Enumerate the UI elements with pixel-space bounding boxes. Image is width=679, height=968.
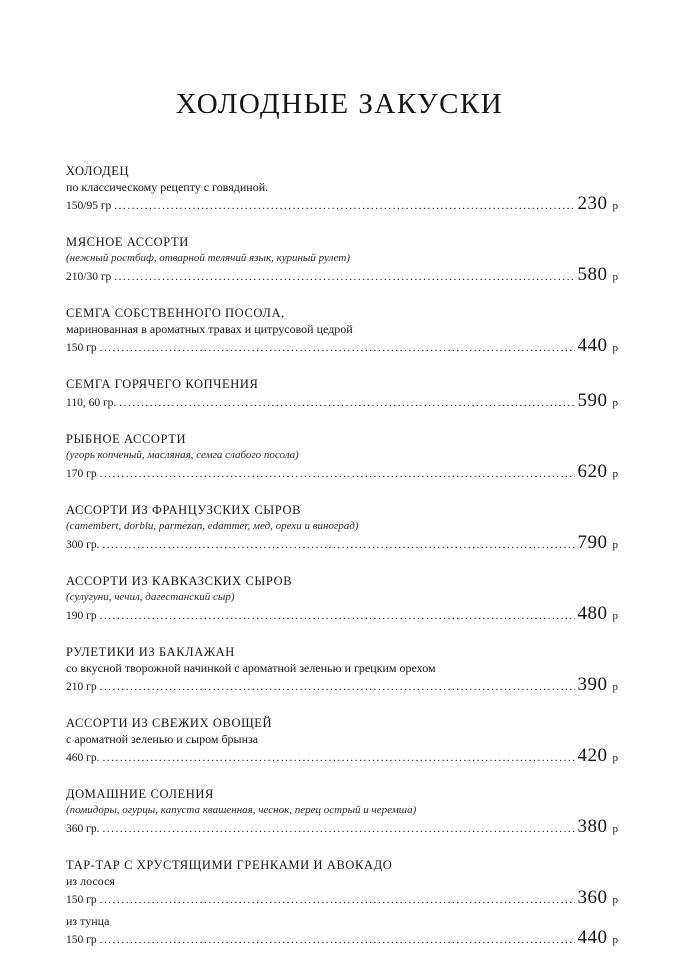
- item-name: ТАР-ТАР С ХРУСТЯЩИМИ ГРЕНКАМИ И АВОКАДО: [66, 858, 393, 872]
- menu-item: [66, 786, 618, 838]
- item-price: 440: [577, 335, 608, 356]
- item-weight: 150 гр: [66, 342, 97, 354]
- item-price: 230: [577, 193, 608, 214]
- item-description: (помидоры, огурцы, капуста квашенная, чеснок, перец острый и черемша): [66, 804, 417, 816]
- dot-leader: [100, 931, 575, 949]
- item-weight: 150/95 гр: [66, 200, 112, 212]
- item-weight: 360 гр.: [66, 823, 100, 835]
- price-line: [66, 605, 618, 625]
- item-name: МЯСНОЕ АССОРТИ: [66, 235, 189, 249]
- price-line: [66, 392, 618, 412]
- item-name: ХОЛОДЕЦ: [66, 164, 130, 178]
- variant-label: из лосося: [66, 874, 115, 888]
- item-weight: 460 гр.: [66, 752, 100, 764]
- currency-label: р: [612, 539, 618, 551]
- dot-leader: [102, 820, 574, 838]
- price-line: [66, 195, 618, 215]
- currency-label: р: [612, 752, 618, 764]
- currency-label: р: [612, 823, 618, 835]
- page-title: ХОЛОДНЫЕ ЗАКУСКИ: [175, 88, 504, 120]
- item-name: СЕМГА ГОРЯЧЕГО КОПЧЕНИЯ: [66, 377, 259, 391]
- dot-leader: [102, 536, 574, 554]
- menu-item: [66, 715, 618, 767]
- dot-leader: [100, 678, 575, 696]
- menu-item: [66, 305, 618, 357]
- item-description: маринованная в ароматных травах и цитрусовой цедрой: [66, 322, 353, 336]
- item-name: АССОРТИ ИЗ ФРАНЦУЗСКИХ СЫРОВ: [66, 503, 302, 517]
- currency-label: р: [612, 681, 618, 693]
- price-line: [66, 747, 618, 767]
- menu-item: [66, 234, 618, 286]
- dot-leader: [114, 197, 574, 215]
- dot-leader: [100, 607, 575, 625]
- menu-item: [66, 376, 618, 412]
- variant-label: из тунца: [66, 914, 110, 928]
- menu-item: [66, 573, 618, 625]
- item-weight: 150 гр: [66, 934, 97, 946]
- item-name: СЕМГА СОБСТВЕННОГО ПОСОЛА,: [66, 306, 285, 320]
- item-price: 790: [577, 532, 608, 553]
- menu-list: [66, 163, 618, 968]
- item-price: 480: [577, 603, 608, 624]
- item-price: 620: [577, 461, 608, 482]
- item-price: 590: [577, 390, 608, 411]
- item-weight: 210/30 гр: [66, 271, 112, 283]
- menu-item: [66, 502, 618, 554]
- item-price: 360: [577, 887, 608, 908]
- currency-label: р: [612, 610, 618, 622]
- dot-leader: [114, 268, 574, 286]
- currency-label: р: [612, 934, 618, 946]
- price-line: [66, 266, 618, 286]
- item-price: 380: [577, 816, 608, 837]
- item-description: (сулугуни, чечил, дагестанский сыр): [66, 591, 235, 603]
- item-description: по классическому рецепту с говядиной.: [66, 180, 269, 194]
- item-description: с ароматной зеленью и сыром брынза: [66, 732, 259, 746]
- item-price: 580: [577, 264, 608, 285]
- currency-label: р: [612, 271, 618, 283]
- menu-item: [66, 163, 618, 215]
- menu-item: [66, 431, 618, 483]
- price-line: [66, 929, 618, 949]
- item-name: РЫБНОЕ АССОРТИ: [66, 432, 187, 446]
- dot-leader: [100, 465, 575, 483]
- price-line: [66, 534, 618, 554]
- menu-item: [66, 644, 618, 696]
- currency-label: р: [612, 894, 618, 906]
- item-weight: 110, 60 гр.: [66, 397, 117, 409]
- currency-label: р: [612, 468, 618, 480]
- item-name: АССОРТИ ИЗ КАВКАЗСКИХ СЫРОВ: [66, 574, 293, 588]
- item-description: со вкусной творожной начинкой с ароматной зеленью и грецким орехом: [66, 661, 436, 675]
- price-line: [66, 818, 618, 838]
- item-description: (camembert, dorblu, parmezan, еdammer, мед, орехи и виноград): [66, 520, 359, 532]
- currency-label: р: [612, 200, 618, 212]
- price-line: [66, 463, 618, 483]
- dot-leader: [100, 891, 575, 909]
- item-name: РУЛЕТИКИ ИЗ БАКЛАЖАН: [66, 645, 235, 659]
- item-name: ДОМАШНИЕ СОЛЕНИЯ: [66, 787, 214, 801]
- price-line: [66, 676, 618, 696]
- item-weight: 210 гр: [66, 681, 97, 693]
- item-price: 390: [577, 674, 608, 695]
- currency-label: р: [612, 397, 618, 409]
- item-description: (нежный ростбиф, отварной телячий язык, куриный рулет): [66, 252, 350, 264]
- item-name: АССОРТИ ИЗ СВЕЖИХ ОВОЩЕЙ: [66, 716, 273, 730]
- item-weight: 300 гр.: [66, 539, 100, 551]
- item-weight: 190 гр: [66, 610, 97, 622]
- item-weight: 170 гр: [66, 468, 97, 480]
- item-price: 420: [577, 745, 608, 766]
- item-description: (угорь копченый, масляная, семга слабого посола): [66, 449, 299, 461]
- price-line: [66, 889, 618, 909]
- item-price: 440: [577, 927, 608, 948]
- price-line: [66, 337, 618, 357]
- dot-leader: [102, 749, 574, 767]
- currency-label: р: [612, 342, 618, 354]
- dot-leader: [119, 394, 574, 412]
- item-weight: 150 гр: [66, 894, 97, 906]
- dot-leader: [100, 339, 575, 357]
- menu-item: [66, 857, 618, 949]
